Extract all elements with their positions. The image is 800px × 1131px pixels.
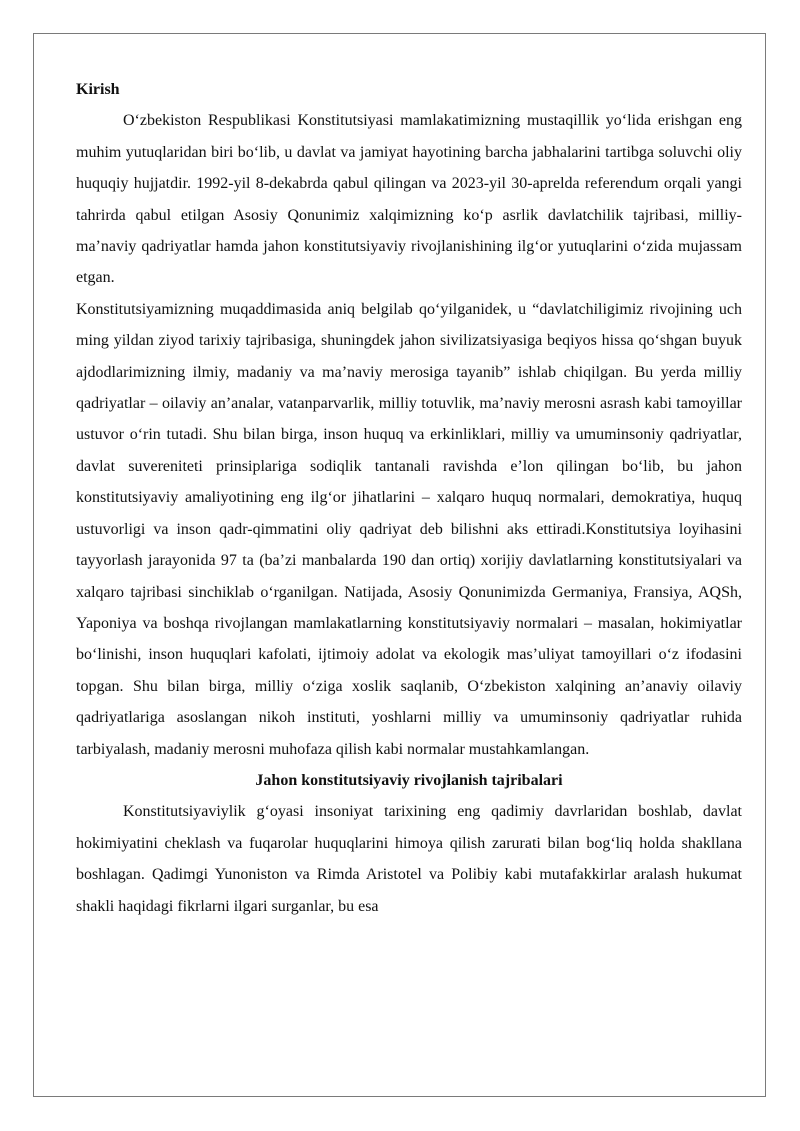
paragraph-preamble: Konstitutsiyamizning muqaddimasida aniq belgilab qo‘yilganidek, u “davlatchiligimiz rivojining uch ming yildan ziyod tarixiy tajribasiga, shuningdek jahon sivilizatsiyasiga beqiyos hissa qo‘shgan buyuk ajdodlarimizning ilmiy, madaniy va ma’naviy merosiga tayanib” ishlab chiqilgan. Bu yerda milliy qadriyatlar – oilaviy an’analar, vatanparvarlik, milliy totuvlik, ma’naviy merosni asrash kabi tamoyillar ustuvor o‘rin tutadi. Shu bilan birga, inson huquq va erkinliklari, milliy va umuminsoniy qadriyatlar, davlat suvereniteti prinsiplariga sodiqlik tantanali ravishda e’lon qilingan bo‘lib, bu jahon konstitutsiyaviy amaliyotining eng ilg‘or jihatlarini – xalqaro huquq normalari, demokratiya, huquq ustuvorligi va inson qadr-qimmatini oliy qadriyat deb bilishni aks ettiradi.Konstitutsiya loyihasini tayyorlash jarayonida 97 ta (ba’zi manbalarda 190 dan ortiq) xorijiy davlatlarning konstitutsiyalari va xalqaro tajribasi sinchiklab o‘rganilgan. Natijada, Asosiy Qonunimizda Germaniya, Fransiya, AQSh, Yaponiya va boshqa rivojlangan mamlakatlarning konstitutsiyaviy normalari – masalan, hokimiyatlar bo‘linishi, inson huquqlari kafolati, ijtimoiy adolat va ekologik mas’uliyat tamoyillari o‘z ifodasini topgan. Shu bilan birga, milliy o‘ziga xoslik saqlanib, O‘zbekiston xalqining an’anaviy oilaviy qadriyatlariga asoslangan nikoh instituti, yoshlarni milliy va umuminsoniy qadriyatlar ruhida tarbiyalash, madaniy merosni muhofaza qilish kabi normalar mustahkamlangan. bbox=[76, 300, 742, 758]
document-body bbox=[76, 74, 742, 922]
paragraph-intro: O‘zbekiston Respublikasi Konstitutsiyasi mamlakatimizning mustaqillik yo‘lida erishgan eng muhim yutuqlaridan biri bo‘lib, u davlat va jamiyat hayotining barcha jabhalarini tartibga soluvchi oliy huquqiy hujjatdir. 1992-yil 8-dekabrda qabul qilingan va 2023-yil 30-aprelda referendum orqali yangi tahrirda qabul etilgan Asosiy Qonunimiz xalqimizning ko‘p asrlik davlatchilik tajribasi, milliy-ma’naviy qadriyatlar hamda jahon konstitutsiyaviy rivojlanishining ilg‘or yutuqlarini o‘zida mujassam etgan. bbox=[76, 112, 742, 287]
section-heading-world-experience: Jahon konstitutsiyaviy rivojlanish tajribalari bbox=[255, 771, 563, 789]
paragraph-constitutionalism: Konstitutsiyaviylik g‘oyasi insoniyat tarixining eng qadimiy davrlaridan boshlab, davlat hokimiyatini cheklash va fuqarolar huquqlarini himoya qilish zarurati bilan bog‘liq holda shakllana boshlagan. Qadimgi Yunoniston va Rimda Aristotel va Polibiy kabi mutafakkirlar aralash hukumat shakli haqidagi fikrlarni ilgari surganlar, bu esa bbox=[76, 803, 742, 915]
section-heading-kirish: Kirish bbox=[76, 81, 120, 98]
